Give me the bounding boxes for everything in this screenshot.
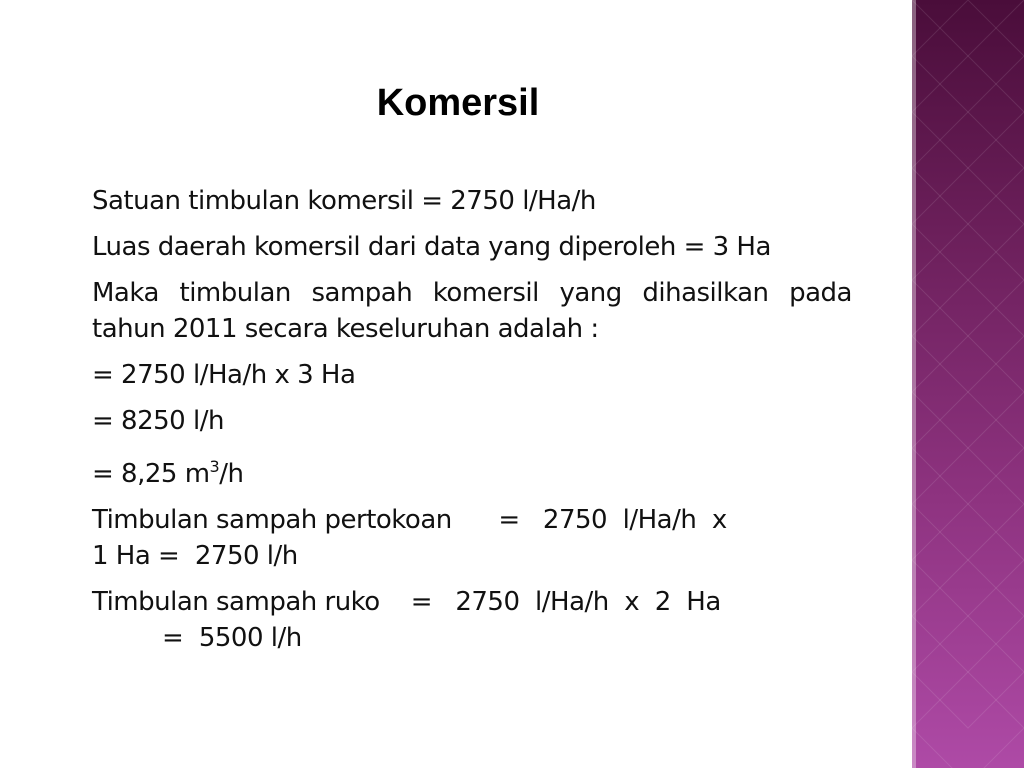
pertokoan-line-a: Timbulan sampah pertokoan = 2750 l/Ha/h x [92, 505, 727, 535]
line-calc-3 [92, 449, 852, 492]
ruko-line-a: Timbulan sampah ruko = 2750 l/Ha/h x 2 Ha [92, 587, 721, 617]
ruko-line-b: = 5500 l/h [162, 623, 302, 653]
diamond-pattern-icon [912, 0, 1024, 768]
decorative-side-band [912, 0, 1024, 768]
line-luas: Luas daerah komersil dari data yang diperoleh = 3 Ha [92, 232, 771, 262]
line-maka: Maka timbulan sampah komersil yang dihasilkan pada tahun 2011 secara keseluruhan adalah : [92, 278, 852, 344]
calc-3-suffix: /h [219, 459, 244, 489]
line-calc-1: = 2750 l/Ha/h x 3 Ha [92, 360, 356, 390]
pertokoan-line-b: 1 Ha = 2750 l/h [92, 541, 298, 571]
calc-3-superscript: 3 [209, 457, 220, 476]
line-calc-2: = 8250 l/h [92, 406, 224, 436]
calc-3-prefix: = 8,25 m [92, 459, 210, 489]
line-ruko [92, 584, 852, 656]
line-pertokoan [92, 502, 852, 574]
slide-title: Komersil [376, 82, 540, 124]
slide-body [92, 183, 852, 666]
line-satuan: Satuan timbulan komersil = 2750 l/Ha/h [92, 186, 596, 216]
